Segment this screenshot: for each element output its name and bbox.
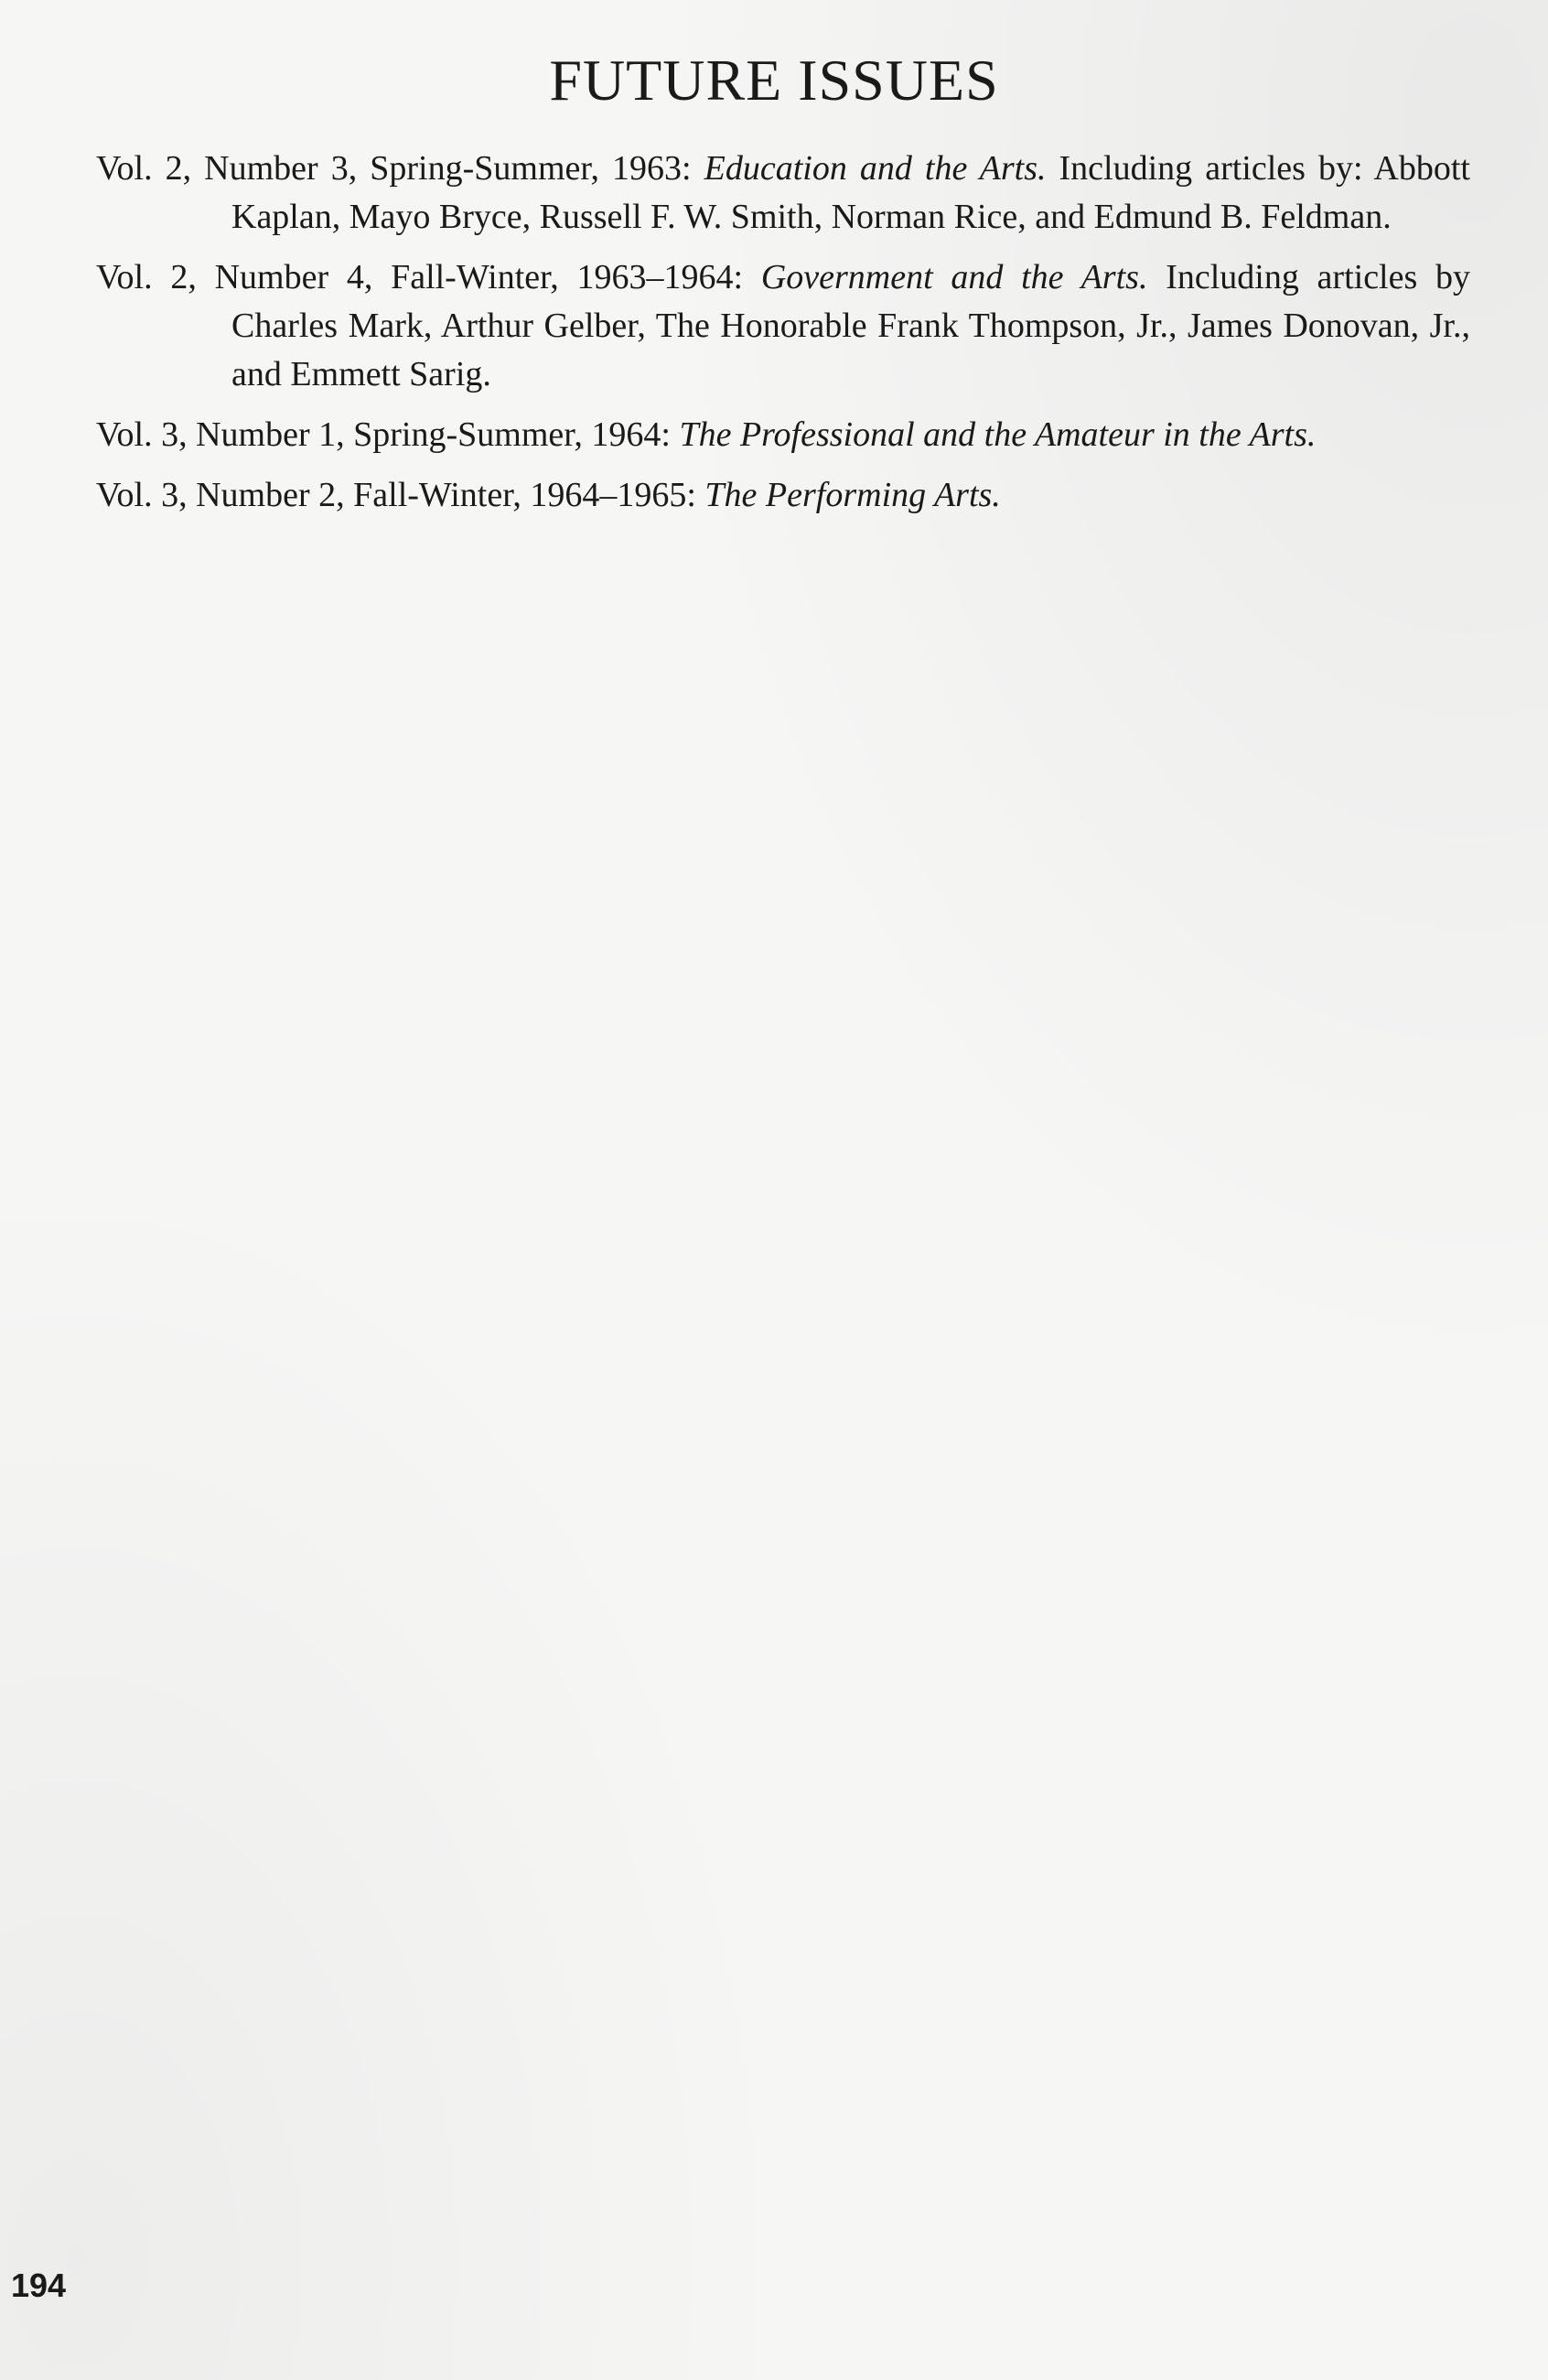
- issue-details: Number 4, Fall-Winter, 1963–1964:: [214, 258, 744, 296]
- issue-entry: [96, 471, 1470, 520]
- issue-theme: Government and the Arts.: [760, 258, 1148, 296]
- issue-theme: Education and the Arts.: [704, 149, 1047, 188]
- issue-entry: [96, 253, 1470, 399]
- issue-volume: Vol. 3,: [96, 415, 188, 454]
- page-title: FUTURE ISSUES: [549, 48, 999, 113]
- issue-entry: [96, 411, 1470, 459]
- issue-description: Including articles by: Abbott Kaplan, Mayo Bryce, Russell F. W. Smith, Norman Rice, and Edmund B. Feldman.: [231, 149, 1470, 236]
- issue-description: Including articles by Charles Mark, Arthur Gelber, The Honorable Frank Thompson, Jr., James Donovan, Jr., and Emmett Sarig.: [231, 258, 1471, 393]
- issue-details: Number 3, Spring-Summer, 1963:: [204, 149, 692, 188]
- issue-volume: Vol. 2,: [96, 258, 197, 296]
- issue-volume: Vol. 3,: [96, 476, 188, 514]
- future-issues-list: [96, 145, 1470, 532]
- issue-entry: [96, 145, 1470, 242]
- issue-theme: The Professional and the Amateur in the Arts.: [679, 415, 1317, 454]
- issue-details: Number 2, Fall-Winter, 1964–1965:: [196, 476, 696, 514]
- issue-details: Number 1, Spring-Summer, 1964:: [196, 415, 671, 454]
- issue-volume: Vol. 2,: [96, 149, 192, 188]
- issue-theme: The Performing Arts.: [704, 476, 1001, 514]
- page-number: 194: [11, 2267, 67, 2304]
